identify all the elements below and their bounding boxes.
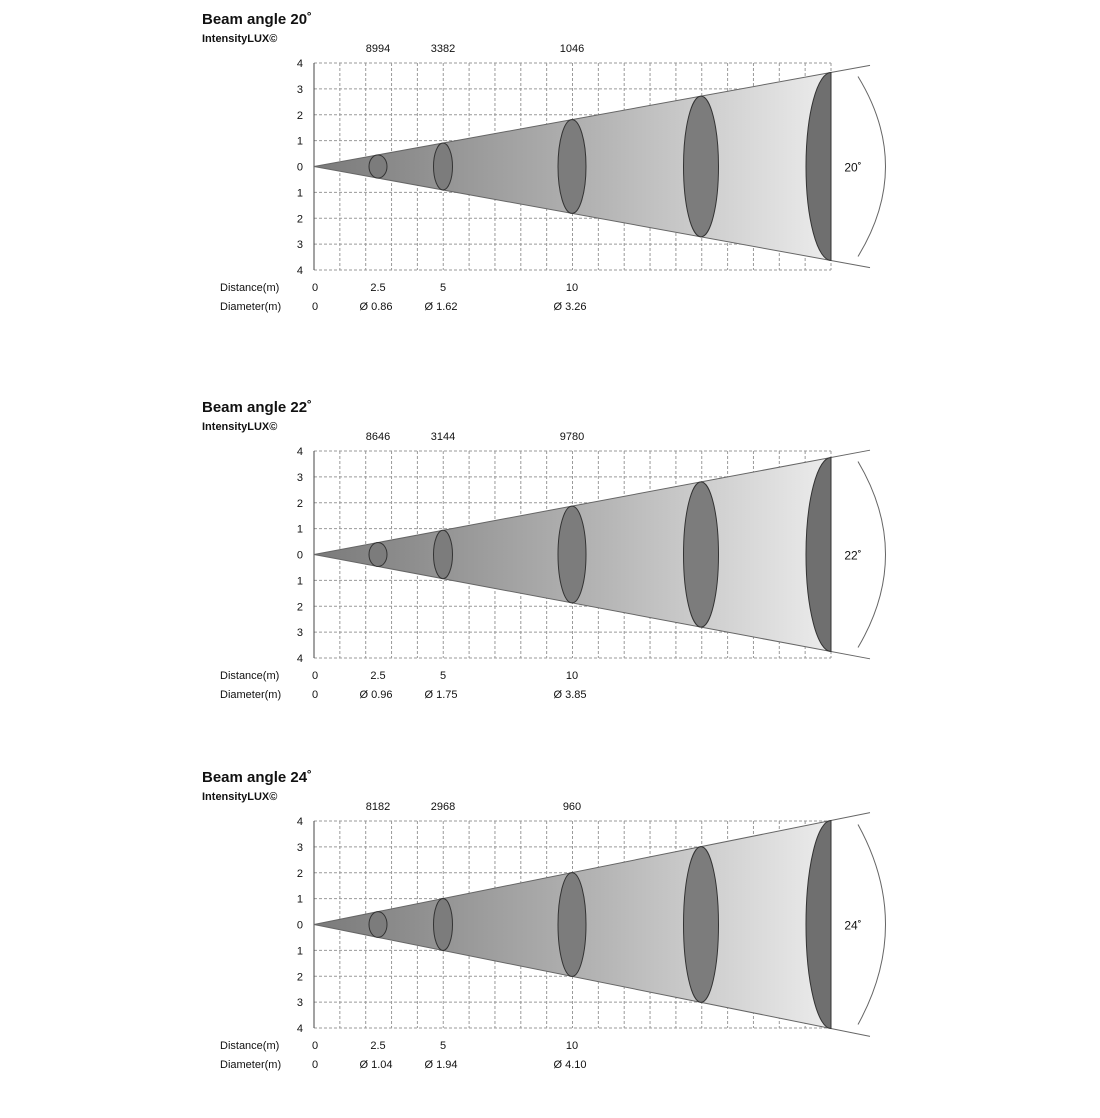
y-tick-label: 3: [296, 997, 303, 1010]
y-tick-label: 2: [296, 601, 303, 614]
y-tick-label: 4: [296, 653, 303, 665]
y-tick-label: 4: [296, 265, 303, 277]
distance-value: 2.5: [370, 670, 386, 682]
distance-value: 2.5: [370, 1040, 386, 1052]
beam-cross-section: [684, 847, 719, 1003]
diameter-value: Ø 3.26: [553, 301, 587, 313]
intensity-label: IntensityLUX©: [202, 421, 278, 433]
distance-label: Distance(m): [220, 282, 280, 294]
beam-cross-section: [558, 873, 586, 977]
distance-value: 0: [311, 1040, 319, 1052]
distance-value: 10: [565, 282, 579, 294]
beam-panel-20: [0, 0, 1100, 360]
y-tick-label: 3: [296, 471, 303, 484]
diameter-label: Diameter(m): [220, 1059, 282, 1071]
distance-label: Distance(m): [220, 670, 280, 682]
diameter-value: Ø 1.62: [424, 301, 458, 313]
distance-value: 2.5: [370, 282, 386, 294]
beam-cross-section: [434, 899, 453, 951]
beam-cross-section: [369, 155, 387, 178]
angle-label: 24˚: [844, 918, 862, 933]
lux-value: 8182: [365, 801, 391, 813]
beam-diagram: [0, 0, 1100, 360]
angle-arc: [858, 825, 886, 1025]
diameter-value: 0: [311, 301, 319, 313]
angle-arc: [858, 77, 886, 257]
distance-value: 10: [565, 1040, 579, 1052]
lux-value: 9780: [559, 431, 585, 443]
angle-label: 20˚: [844, 160, 862, 175]
y-tick-label: 1: [296, 893, 303, 906]
y-tick-label: 1: [296, 575, 303, 588]
diameter-value: Ø 0.96: [359, 689, 393, 701]
diameter-value: Ø 1.94: [424, 1059, 458, 1071]
lux-value: 960: [562, 801, 582, 813]
diameter-label: Diameter(m): [220, 689, 282, 701]
distance-value: 5: [439, 670, 447, 682]
distance-value: 10: [565, 670, 579, 682]
y-tick-label: 0: [296, 549, 303, 562]
y-tick-label: 1: [296, 523, 303, 536]
y-tick-label: 4: [296, 816, 303, 828]
y-tick-label: 2: [296, 213, 303, 226]
diameter-label: Diameter(m): [220, 301, 282, 313]
beam-panel-24: [0, 758, 1100, 1118]
diameter-value: 0: [311, 1059, 319, 1071]
diameter-value: Ø 4.10: [553, 1059, 587, 1071]
y-tick-label: 4: [296, 446, 303, 458]
panel-title: Beam angle 24˚: [202, 769, 313, 786]
y-tick-label: 3: [296, 239, 303, 252]
y-tick-label: 3: [296, 83, 303, 96]
panel-title: Beam angle 20˚: [202, 11, 313, 28]
y-tick-label: 0: [296, 919, 303, 932]
lux-value: 8646: [365, 431, 391, 443]
lux-value: 3144: [430, 431, 456, 443]
beam-cross-section: [684, 96, 719, 237]
intensity-label: IntensityLUX©: [202, 791, 278, 803]
diameter-value: Ø 1.75: [424, 689, 458, 701]
beam-cross-section: [434, 530, 453, 578]
lux-value: 3382: [430, 43, 456, 55]
y-tick-label: 4: [296, 58, 303, 70]
panel-title: Beam angle 22˚: [202, 399, 313, 416]
angle-label: 22˚: [844, 548, 862, 563]
y-tick-label: 3: [296, 627, 303, 640]
y-tick-label: 0: [296, 161, 303, 174]
y-tick-label: 1: [296, 135, 303, 148]
y-tick-label: 3: [296, 841, 303, 854]
beam-cross-section: [558, 506, 586, 603]
intensity-label: IntensityLUX©: [202, 33, 278, 45]
beam-cross-section: [369, 542, 387, 566]
distance-value: 5: [439, 282, 447, 294]
beam-diagram: [0, 758, 1100, 1118]
distance-value: 0: [311, 670, 319, 682]
y-tick-label: 1: [296, 945, 303, 958]
angle-arc: [858, 462, 886, 648]
lux-value: 1046: [559, 43, 585, 55]
beam-panel-22: [0, 388, 1100, 748]
beam-cross-section: [558, 120, 586, 214]
beam-diagram: [0, 388, 1100, 748]
diameter-value: Ø 3.85: [553, 689, 587, 701]
y-tick-label: 2: [296, 497, 303, 510]
lux-value: 2968: [430, 801, 456, 813]
distance-value: 0: [311, 282, 319, 294]
diameter-value: Ø 0.86: [359, 301, 393, 313]
y-tick-label: 4: [296, 1023, 303, 1035]
y-tick-label: 2: [296, 971, 303, 984]
diameter-value: 0: [311, 689, 319, 701]
distance-label: Distance(m): [220, 1040, 280, 1052]
beam-cross-section: [369, 912, 387, 938]
lux-value: 8994: [365, 43, 391, 55]
y-tick-label: 1: [296, 187, 303, 200]
beam-cross-section: [684, 482, 719, 627]
diameter-value: Ø 1.04: [359, 1059, 393, 1071]
y-tick-label: 2: [296, 867, 303, 880]
y-tick-label: 2: [296, 109, 303, 122]
beam-cross-section: [434, 143, 453, 190]
distance-value: 5: [439, 1040, 447, 1052]
